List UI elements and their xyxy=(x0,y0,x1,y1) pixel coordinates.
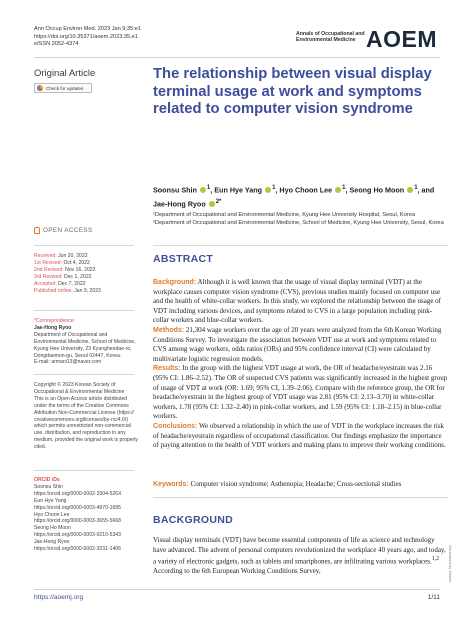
orcid-name: Hyo Choon Lee xyxy=(34,511,70,518)
citation-eissn: eISSN 2052-4374 xyxy=(34,41,79,48)
sidebar-divider xyxy=(34,245,134,246)
date-row: 2nd Revised: Nov 16, 2022 xyxy=(34,266,96,273)
license-link[interactable]: Attribution Non-Commercial License (https:// xyxy=(34,409,134,416)
header-divider xyxy=(34,57,440,58)
author-name[interactable]: Soonsu Shin xyxy=(153,185,197,195)
orcid-icon[interactable] xyxy=(335,187,341,193)
date-row: Received: Jun 20, 2022 xyxy=(34,253,88,259)
orcid-name: Soonsu Shin xyxy=(34,483,63,490)
abstract-background: Background: Although it is well known that the usage of visual display terminal (VDT) at the workplace causes computer vision syndrome (CVS), previous studies mainly focused on computer use and the health of white-collar workers. In this study, we explored the relationship between the usage of VDT including various devices, and symptoms related to CVS in a large population including pink-collar workers and blue-collar workers. xyxy=(153,278,442,325)
open-lock-icon xyxy=(34,227,40,234)
author-name[interactable]: Eun Hye Yang xyxy=(214,185,263,195)
orcid-icon[interactable] xyxy=(209,201,215,207)
article-title: The relationship between visual display terminal usage at work and symptoms related to computer vision syndrome xyxy=(153,66,432,118)
affiliations xyxy=(153,212,448,227)
sidebar-divider xyxy=(34,374,134,375)
correspondence: *Correspondence: Jae-Hong Ryoo Department of Occupational and Environmental Medicine, School of Medicine, Kyung Hee University, 23 Kyungheedae-ro, Dongdaemun-gu, Seoul 02447, Korea. E-mail: armani13@naver.com xyxy=(34,318,144,366)
keywords: Keywords: Computer vision syndrome; Asthenopia; Headache; Cross-sectional studies xyxy=(153,480,402,488)
orcid-icon[interactable] xyxy=(200,187,206,193)
sidebar-divider xyxy=(34,310,134,311)
check-updates-label: Check for updates xyxy=(46,85,84,91)
check-updates-button[interactable] xyxy=(34,83,92,93)
reference-citation[interactable]: 1,2 xyxy=(431,556,440,563)
orcid-name: Seong Ho Moon xyxy=(34,525,71,532)
abstract-heading: ABSTRACT xyxy=(153,253,214,265)
footer-divider xyxy=(34,589,440,590)
orcid-icon[interactable] xyxy=(407,187,413,193)
orcid-link[interactable]: https://orcid.org/0000-0002-3304-526X xyxy=(34,490,122,497)
citation-block xyxy=(34,26,141,49)
abstract-results: Results: In the group with the highest VDT usage at work, the OR of headache/eyestrain was 2.16 (95% CI: 1.86–2.52). The OR of suspected CVS patients was significantly increased in the highest group of usage of VDT at work (OR: 1.69; 95% CI, 1.39–2.06). Compare with the reference group, the OR for headache/eyestrain in the highest group of VDT usage was 2.81 (95% CI: 2.13–3.70) in white-collar workers, 1.78 (95% CI: 1.32–2.40) in pink-collar workers, and 1.59 (95% CI: 1.18–2.15) in blue-collar workers. xyxy=(153,364,448,421)
orcid-name: Jae-Hong Ryoo xyxy=(34,539,70,546)
background-heading: BACKGROUND xyxy=(153,514,233,526)
affiliation-1: ¹Department of Occupational and Environmental Medicine, Kyung Hee University Hospital, Seoul, Korea xyxy=(153,212,416,218)
abstract-methods: Methods: 21,304 wage workers over the age of 20 years were analyzed from the 6th Korean Working Conditions Survey. To investigate the association between VDT use at work and symptoms related to CVS among wage workers, odds ratios (ORs) and 95% confidence interval (CI) were calculated by multivariate logistic regression models. xyxy=(153,325,442,363)
author-name[interactable]: Hyo Choon Lee xyxy=(279,185,333,195)
orcid-link[interactable]: https://orcid.org/0000-0003-0210-5343 xyxy=(34,532,121,539)
license-link[interactable]: creativecommons.org/licenses/by-nc/4.0/) xyxy=(34,416,128,423)
orcid-name: Eun Hye Yang xyxy=(34,497,67,504)
citation-journal: Ann Occup Environ Med. 2023 Jan 9;35:e1 xyxy=(34,26,141,32)
abstract-top-divider xyxy=(153,245,448,246)
journal-logo: AOEM xyxy=(366,26,437,52)
date-row: Accepted: Dec 7, 2022 xyxy=(34,280,86,287)
orcid-link[interactable]: https://orcid.org/0000-0003-4970-1695 xyxy=(34,504,121,511)
sidebar-divider xyxy=(34,470,134,471)
abstract-conclusions: Conclusions: We observed a relationship in which the use of VDT in the workplace increases the risk of headache/eyestrain regardless of occupational classification. Our findings emphasize the importance of paying attention to the health of VDT workers and making plans to improve their working conditions. xyxy=(153,421,446,450)
orcid-list: ORCID iDs Soonsu Shin https://orcid.org/0000-0002-3304-526X Eun Hye Yang https://orcid.org/0000-0003-4970-1695 Hyo Choon Lee https://orcid.org/0000-0003-3655-5668 Seong Ho Moon https://orcid.org/0000-0003-0210-5343 Jae-Hong Ryoo https://orcid.org/0000-0002-3231-1406 xyxy=(34,477,144,553)
affiliation-2: ²Department of Occupational and Environmental Medicine, School of Medicine, Kyung Hee University, Seoul, Korea xyxy=(153,219,444,226)
page-number: 1/11 xyxy=(427,594,440,601)
abstract-body xyxy=(153,278,448,451)
author-list: Soonsu Shin $^1$, Eun Hye Yang $^1$, Hyo Choon Lee $^1$, Seong Ho Moon $^1$, and Jae-Hong Ryoo $^{2*}$ xyxy=(153,185,435,209)
orcid-icon[interactable] xyxy=(265,187,271,193)
article-type: Original Article xyxy=(34,68,96,79)
background-body: Visual display terminals (VDT) have become essential components of life as science and technology have advanced. The advent of personal computers revolutionized the workplace 40 years ago, and today, a variety of electronic gadgets, such as tablets and smartphones, are infiltrating various workplaces.$^{1,2}$ According to the 6th European Working Conditions Survey, xyxy=(153,536,446,576)
article-dates xyxy=(34,253,144,294)
journal-url-link[interactable]: https://aoemj.org xyxy=(34,594,84,601)
date-row: Published online: Jan 9, 2023 xyxy=(34,287,101,294)
date-row: 3rd Revised: Dec 1, 2022 xyxy=(34,273,92,280)
open-access-badge: OPEN ACCESS xyxy=(34,227,93,234)
copyright-notice: Copyright © 2023 Korean Society of Occupational & Environmental Medicine This is an Open Access article distributed under the terms of the Creative Commons Attribution Non-Commercial License (https:// creativecommons.org/licenses/by-nc/4.0/) which permits unrestricted non-commercial use, distribution, and reproduction in any medium, provided the original work is properly cited. xyxy=(34,382,144,451)
citation-doi[interactable]: https://doi.org/10.35371/aoem.2023.35.e1 xyxy=(34,33,138,40)
author-name[interactable]: Jae-Hong Ryoo xyxy=(153,199,206,209)
orcid-link[interactable]: https://orcid.org/0000-0002-3231-1406 xyxy=(34,546,121,553)
journal-name: Annals of Occupational and Environmental Medicine xyxy=(296,31,365,44)
generator-watermark: Generated by Xmlink xyxy=(448,545,453,583)
orcid-link[interactable]: https://orcid.org/0000-0003-3655-5668 xyxy=(34,518,121,525)
keywords-divider xyxy=(153,497,448,498)
author-name[interactable]: Seong Ho Moon xyxy=(349,185,405,195)
crossmark-icon xyxy=(37,85,43,91)
date-row: 1st Revised: Oct 4, 2022 xyxy=(34,259,90,266)
correspondence-email[interactable]: E-mail: armani13@naver.com xyxy=(34,359,102,366)
